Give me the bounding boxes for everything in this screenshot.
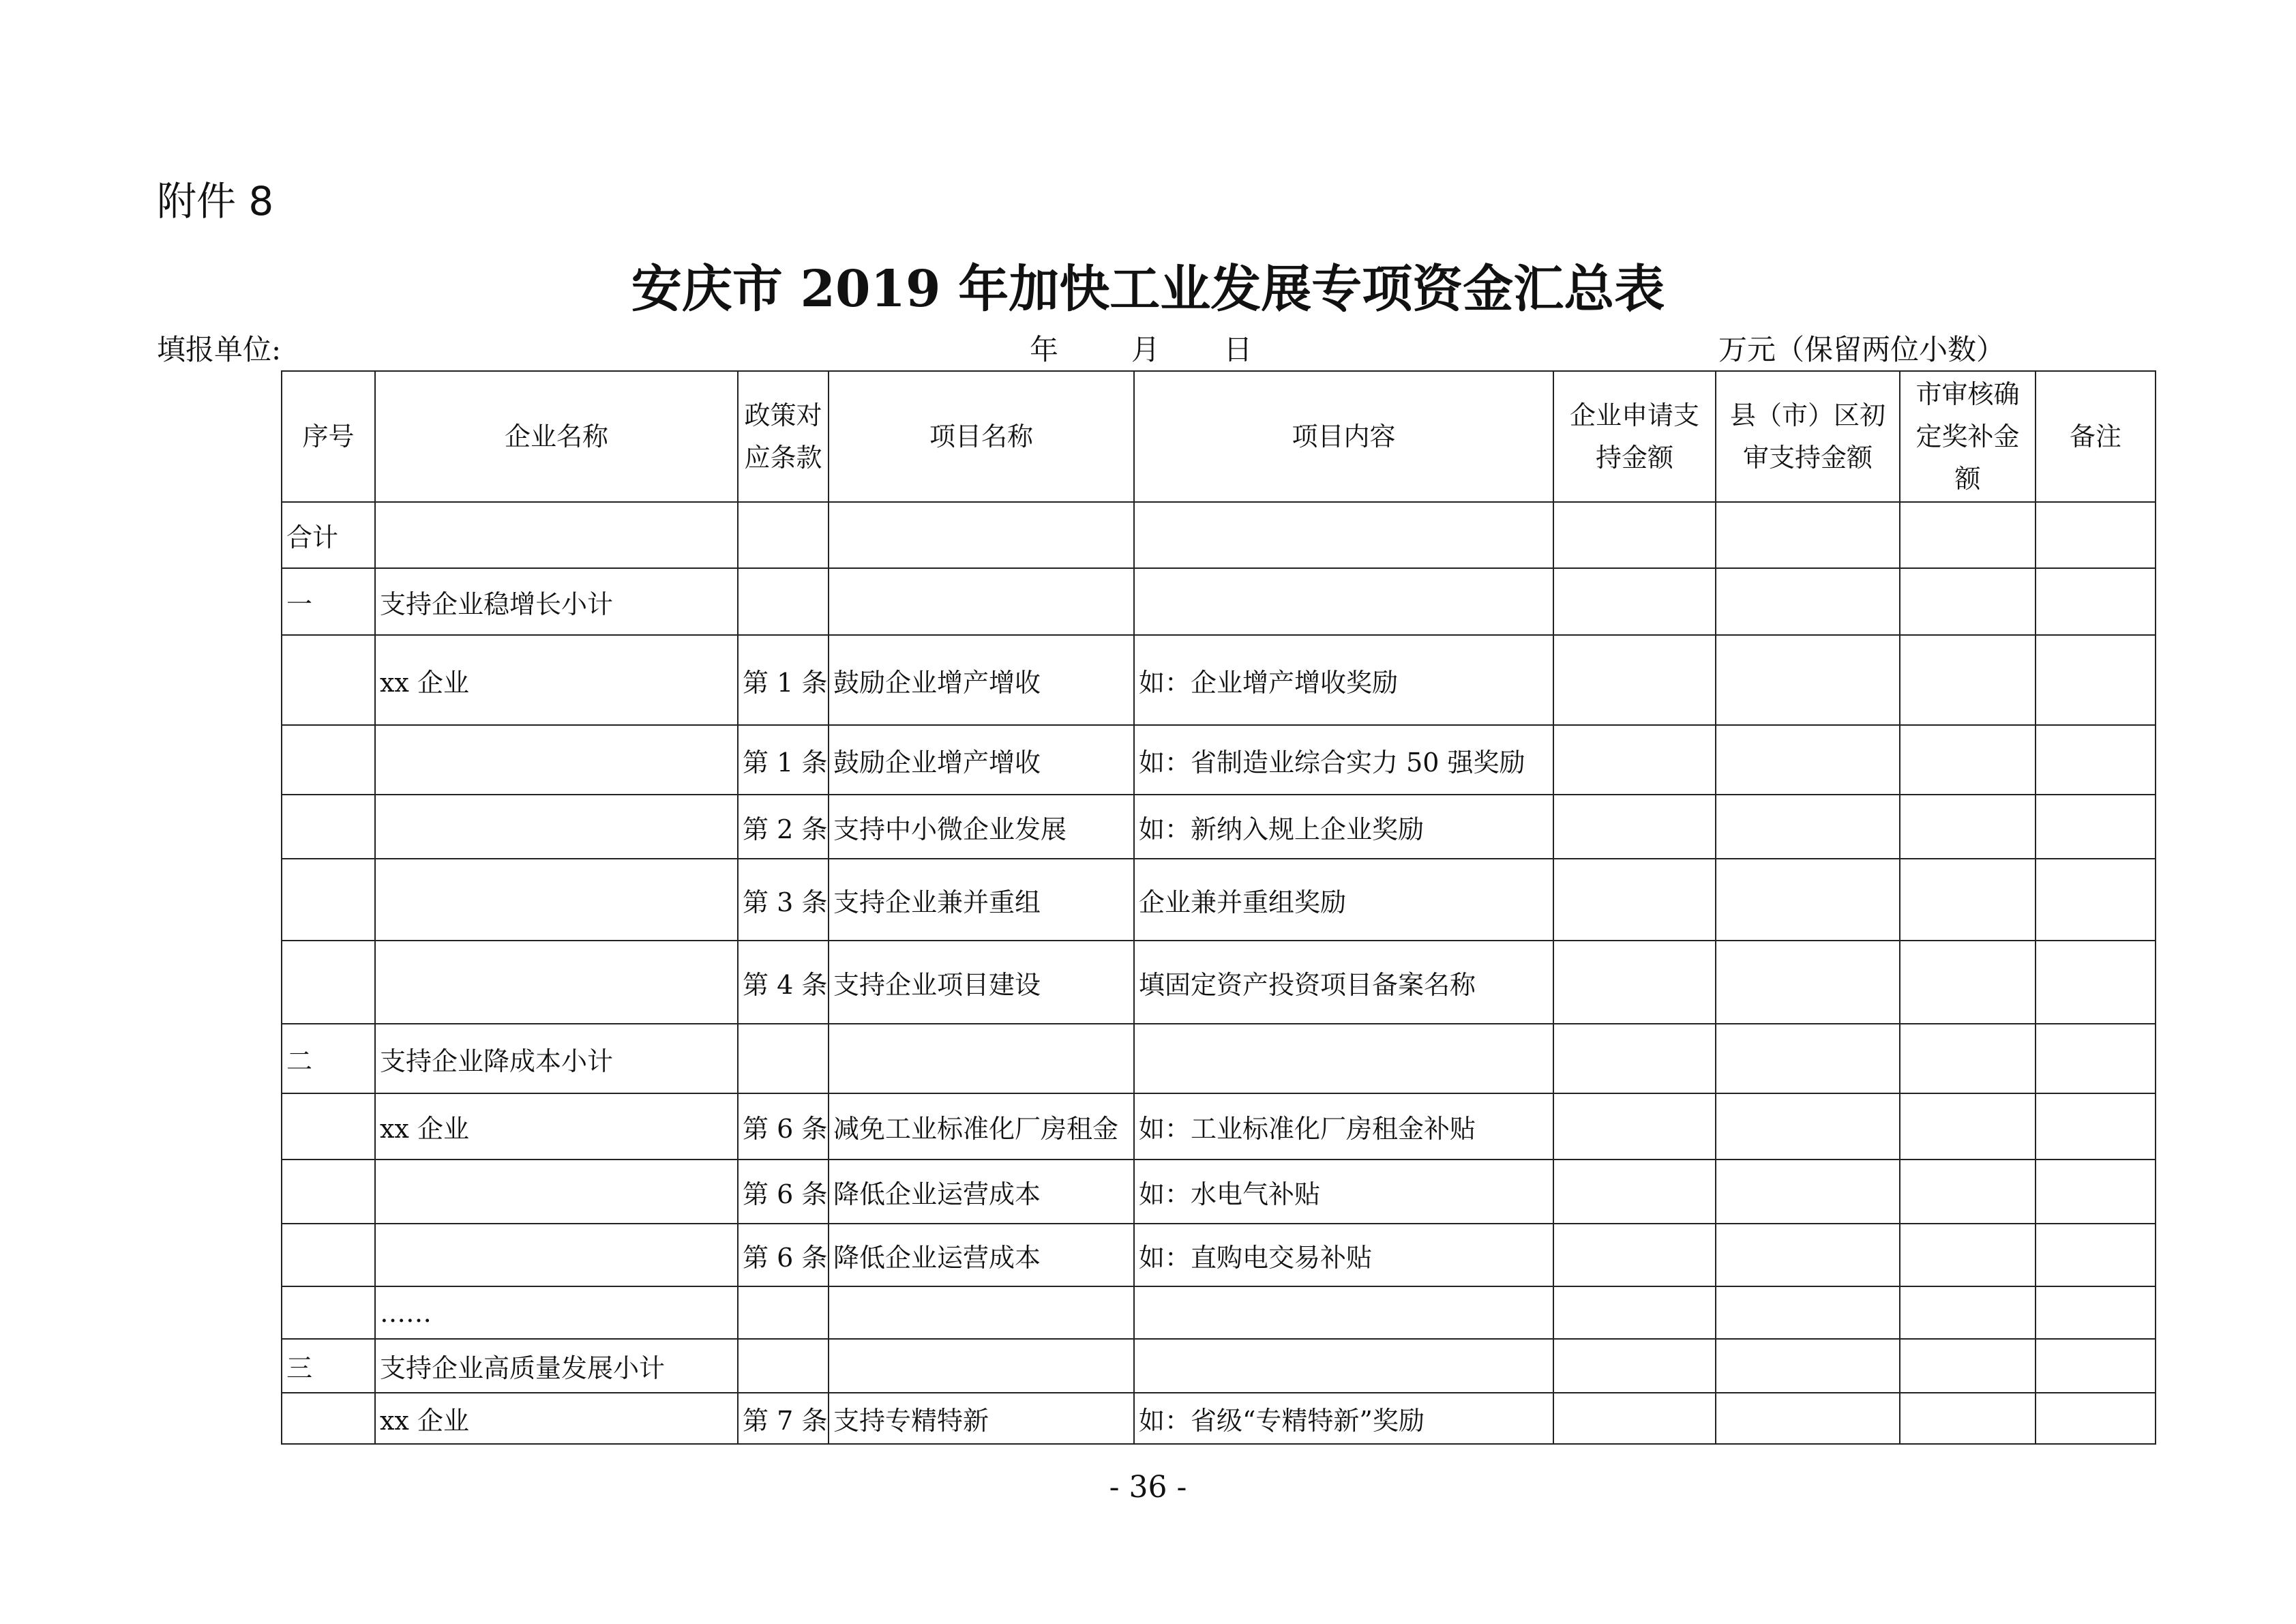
cell-company: xx 企业	[375, 1093, 738, 1160]
cell-remark	[2036, 1286, 2156, 1339]
cell-content: 企业兼并重组奖励	[1134, 859, 1553, 941]
cell-content	[1134, 1024, 1553, 1093]
cell-company: xx 企业	[375, 1393, 738, 1444]
attachment-label: 附件 8	[157, 178, 274, 224]
cell-apply-amount	[1553, 635, 1716, 725]
date-label	[1030, 327, 1252, 368]
cell-city-amount	[1900, 859, 2036, 941]
cell-policy: 第 7 条	[738, 1393, 829, 1444]
cell-company: ……	[375, 1286, 738, 1339]
cell-project: 鼓励企业增产增收	[829, 635, 1134, 725]
cell-city-amount	[1900, 1339, 2036, 1393]
cell-apply-amount	[1553, 941, 1716, 1024]
cell-policy: 第 6 条	[738, 1224, 829, 1286]
header-policy: 政策对应条款	[738, 371, 829, 502]
table-row	[282, 1093, 2156, 1160]
money-unit-label: 万元（保留两位小数）	[1718, 333, 2006, 366]
table-row	[282, 1393, 2156, 1444]
cell-city-amount	[1900, 1393, 2036, 1444]
header-project: 项目名称	[829, 371, 1134, 502]
table-row	[282, 1024, 2156, 1093]
cell-project: 支持中小微企业发展	[829, 795, 1134, 859]
cell-project	[829, 502, 1134, 568]
cell-project	[829, 1286, 1134, 1339]
cell-policy: 第 1 条	[738, 725, 829, 795]
cell-project: 支持专精特新	[829, 1393, 1134, 1444]
cell-apply-amount	[1553, 1093, 1716, 1160]
cell-city-amount	[1900, 795, 2036, 859]
cell-remark	[2036, 568, 2156, 635]
cell-policy: 第 2 条	[738, 795, 829, 859]
header-seq: 序号	[282, 371, 375, 502]
cell-project: 支持企业项目建设	[829, 941, 1134, 1024]
cell-apply-amount	[1553, 859, 1716, 941]
cell-project	[829, 1339, 1134, 1393]
cell-county-amount	[1716, 795, 1900, 859]
cell-project	[829, 568, 1134, 635]
cell-county-amount	[1716, 1339, 1900, 1393]
cell-city-amount	[1900, 1160, 2036, 1224]
cell-content: 如：省级“专精特新”奖励	[1134, 1393, 1553, 1444]
cell-remark	[2036, 941, 2156, 1024]
cell-policy	[738, 568, 829, 635]
cell-county-amount	[1716, 1024, 1900, 1093]
table-row	[282, 635, 2156, 725]
cell-remark	[2036, 859, 2156, 941]
cell-content: 如：新纳入规上企业奖励	[1134, 795, 1553, 859]
cell-apply-amount	[1553, 568, 1716, 635]
cell-company: 支持企业降成本小计	[375, 1024, 738, 1093]
cell-seq: 一	[282, 568, 375, 635]
cell-company	[375, 859, 738, 941]
header-content: 项目内容	[1134, 371, 1553, 502]
cell-remark	[2036, 795, 2156, 859]
cell-seq	[282, 1224, 375, 1286]
cell-company: 支持企业高质量发展小计	[375, 1339, 738, 1393]
cell-city-amount	[1900, 568, 2036, 635]
cell-content: 如：水电气补贴	[1134, 1160, 1553, 1224]
cell-remark	[2036, 502, 2156, 568]
header-remark: 备注	[2036, 371, 2156, 502]
cell-apply-amount	[1553, 1224, 1716, 1286]
year-label: 年	[1030, 333, 1059, 366]
cell-city-amount	[1900, 502, 2036, 568]
table-row	[282, 568, 2156, 635]
cell-remark	[2036, 1024, 2156, 1093]
page-title: 安庆市 2019 年加快工业发展专项资金汇总表	[631, 260, 1665, 319]
cell-apply-amount	[1553, 795, 1716, 859]
cell-company: xx 企业	[375, 635, 738, 725]
cell-content: 填固定资产投资项目备案名称	[1134, 941, 1553, 1024]
cell-seq	[282, 941, 375, 1024]
header-apply-amount: 企业申请支持金额	[1553, 371, 1716, 502]
cell-seq	[282, 1393, 375, 1444]
cell-content: 如：直购电交易补贴	[1134, 1224, 1553, 1286]
cell-remark	[2036, 1224, 2156, 1286]
month-label: 月	[1131, 333, 1160, 366]
cell-policy: 第 4 条	[738, 941, 829, 1024]
cell-policy	[738, 502, 829, 568]
cell-remark	[2036, 725, 2156, 795]
cell-county-amount	[1716, 568, 1900, 635]
cell-apply-amount	[1553, 1160, 1716, 1224]
cell-company: 支持企业稳增长小计	[375, 568, 738, 635]
table-row	[282, 1286, 2156, 1339]
cell-company	[375, 941, 738, 1024]
cell-content	[1134, 1339, 1553, 1393]
reporting-unit-label: 填报单位:	[157, 333, 282, 366]
date-gap	[1160, 333, 1223, 366]
cell-remark	[2036, 1339, 2156, 1393]
cell-policy: 第 3 条	[738, 859, 829, 941]
cell-county-amount	[1716, 1393, 1900, 1444]
cell-project: 支持企业兼并重组	[829, 859, 1134, 941]
cell-project: 降低企业运营成本	[829, 1160, 1134, 1224]
cell-policy	[738, 1339, 829, 1393]
cell-seq: 合计	[282, 502, 375, 568]
cell-seq: 二	[282, 1024, 375, 1093]
table-row	[282, 502, 2156, 568]
cell-county-amount	[1716, 1093, 1900, 1160]
cell-county-amount	[1716, 1160, 1900, 1224]
cell-county-amount	[1716, 1224, 1900, 1286]
header-row	[282, 371, 2156, 502]
cell-seq	[282, 635, 375, 725]
cell-seq: 三	[282, 1339, 375, 1393]
cell-remark	[2036, 1093, 2156, 1160]
cell-city-amount	[1900, 635, 2036, 725]
cell-seq	[282, 795, 375, 859]
cell-content: 如：工业标准化厂房租金补贴	[1134, 1093, 1553, 1160]
cell-remark	[2036, 635, 2156, 725]
cell-apply-amount	[1553, 1339, 1716, 1393]
cell-city-amount	[1900, 1224, 2036, 1286]
cell-content: 如：企业增产增收奖励	[1134, 635, 1553, 725]
cell-policy	[738, 1024, 829, 1093]
cell-project	[829, 1024, 1134, 1093]
cell-project: 降低企业运营成本	[829, 1224, 1134, 1286]
header-county-amount: 县（市）区初审支持金额	[1716, 371, 1900, 502]
cell-city-amount	[1900, 725, 2036, 795]
day-label: 日	[1223, 333, 1253, 366]
cell-remark	[2036, 1160, 2156, 1224]
table-body	[282, 502, 2156, 1444]
cell-company	[375, 725, 738, 795]
cell-project: 减免工业标准化厂房租金	[829, 1093, 1134, 1160]
cell-policy: 第 6 条	[738, 1093, 829, 1160]
table-row	[282, 1339, 2156, 1393]
table-row	[282, 725, 2156, 795]
date-gap	[1058, 333, 1131, 366]
cell-policy	[738, 1286, 829, 1339]
cell-company	[375, 1224, 738, 1286]
cell-apply-amount	[1553, 1024, 1716, 1093]
table-row	[282, 941, 2156, 1024]
cell-seq	[282, 1160, 375, 1224]
table-row	[282, 1224, 2156, 1286]
header-city-amount: 市审核确定奖补金额	[1900, 371, 2036, 502]
cell-seq	[282, 1093, 375, 1160]
cell-content	[1134, 502, 1553, 568]
cell-seq	[282, 859, 375, 941]
cell-content	[1134, 568, 1553, 635]
cell-city-amount	[1900, 1024, 2036, 1093]
table-row	[282, 1160, 2156, 1224]
cell-apply-amount	[1553, 725, 1716, 795]
cell-policy: 第 1 条	[738, 635, 829, 725]
cell-project: 鼓励企业增产增收	[829, 725, 1134, 795]
cell-company	[375, 502, 738, 568]
cell-county-amount	[1716, 635, 1900, 725]
cell-city-amount	[1900, 1093, 2036, 1160]
cell-county-amount	[1716, 941, 1900, 1024]
cell-remark	[2036, 1393, 2156, 1444]
cell-apply-amount	[1553, 1286, 1716, 1339]
cell-apply-amount	[1553, 502, 1716, 568]
cell-county-amount	[1716, 502, 1900, 568]
cell-city-amount	[1900, 941, 2036, 1024]
cell-seq	[282, 1286, 375, 1339]
table-row	[282, 795, 2156, 859]
cell-seq	[282, 725, 375, 795]
cell-county-amount	[1716, 1286, 1900, 1339]
cell-company	[375, 795, 738, 859]
header-company: 企业名称	[375, 371, 738, 502]
cell-company	[375, 1160, 738, 1224]
cell-city-amount	[1900, 1286, 2036, 1339]
cell-content	[1134, 1286, 1553, 1339]
cell-apply-amount	[1553, 1393, 1716, 1444]
summary-table	[281, 370, 2156, 1445]
cell-content: 如：省制造业综合实力 50 强奖励	[1134, 725, 1553, 795]
cell-county-amount	[1716, 725, 1900, 795]
table-row	[282, 859, 2156, 941]
cell-county-amount	[1716, 859, 1900, 941]
page-number: - 36 -	[1109, 1470, 1187, 1505]
cell-policy: 第 6 条	[738, 1160, 829, 1224]
